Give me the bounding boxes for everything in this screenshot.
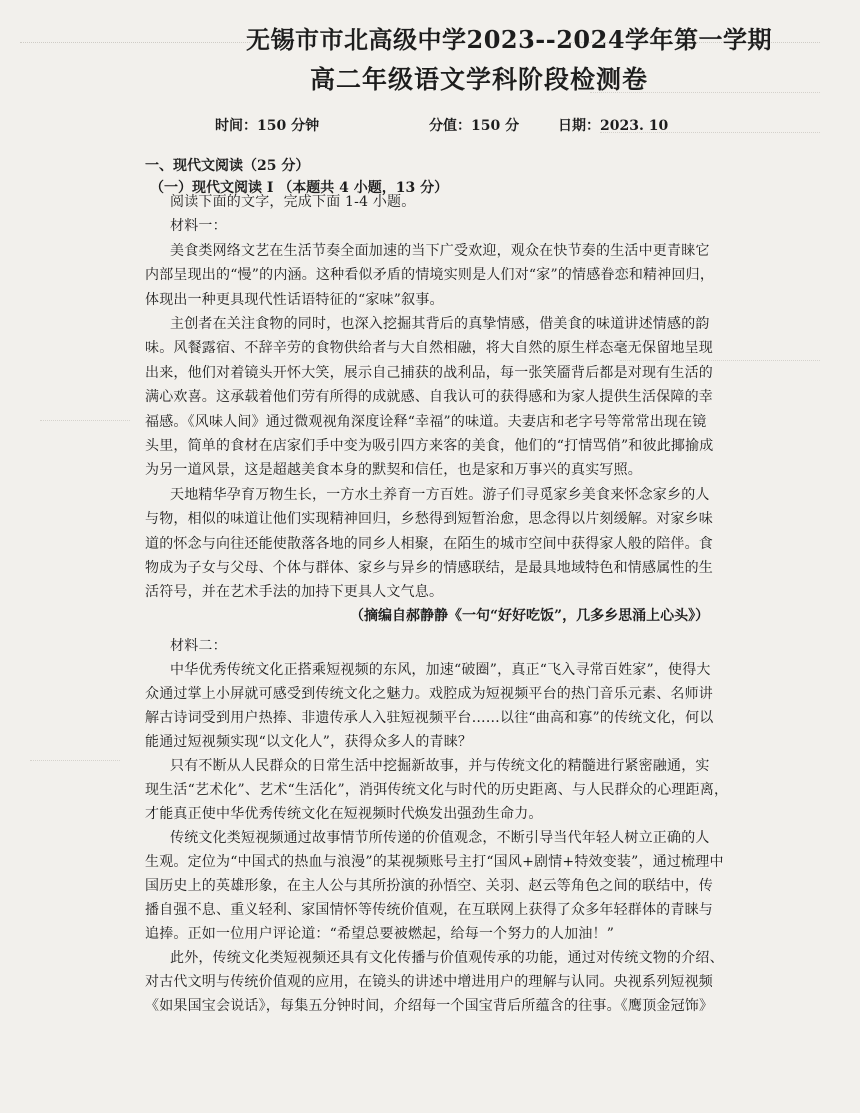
exam-time: 时间：150 分钟 (215, 118, 320, 134)
text-line: 播自强不息、重义轻利、家国情怀等传统价值观，在互联网上获得了众多年轻群体的青睐与 (145, 902, 713, 918)
text-line: 国历史上的英雄形象，在主人公与其所扮演的孙悟空、关羽、赵云等角色之间的联结中，传 (145, 878, 713, 894)
text-line: 美食类网络文艺在生活节奏全面加速的当下广受欢迎，观众在快节奏的生活中更青睐它 (170, 243, 710, 259)
material1-source: （摘编自郝静静《一句“好好吃饭”，几多乡思涌上心头》） (350, 608, 710, 624)
material2-label: 材料二： (170, 638, 227, 654)
text-line: 天地精华孕育万物生长，一方水土养育一方百姓。游子们寻觅家乡美食来怀念家乡的人 (170, 487, 710, 503)
text-line: 味。风餐露宿、不辞辛劳的食物供给者与大自然相融，将大自然的原生样态毫无保留地呈现 (145, 340, 713, 356)
text-line: 《如果国宝会说话》，每集五分钟时间，介绍每一个国宝背后所蕴含的往事。《鹰顶金冠饰》 (145, 998, 714, 1014)
text-line: 物成为子女与父母、个体与群体、家乡与异乡的情感联结，是最具地域特色和情感属性的生 (145, 560, 713, 576)
text-line: 为另一道风景，这是超越美食本身的默契和信任，也是家和万事兴的真实写照。 (145, 462, 642, 478)
text-line: 追捧。正如一位用户评论道：“希望总要被燃起，给每一个努力的人加油！” (145, 926, 615, 942)
text-line: 中华优秀传统文化正搭乘短视频的东风，加速“破圈”，真正“飞入寻常百姓家”，使得大 (170, 662, 711, 678)
text-line: 体现出一种更具现代性话语特征的“家味”叙事。 (145, 292, 444, 308)
text-line: 只有不断从人民群众的日常生活中挖掘新故事，并与传统文化的精髓进行紧密融通，实 (170, 758, 710, 774)
reading-instruction: 阅读下面的文字，完成下面 1-4 小题。 (170, 194, 416, 210)
text-line: 头里，简单的食材在店家们手中变为吸引四方来客的美食，他们的“打情骂俏”和彼此揶揄成 (145, 438, 714, 454)
text-line: 解古诗词受到用户热捧、非遗传承人入驻短视频平台……以往“曲高和寡”的传统文化，何以 (145, 710, 714, 726)
text-line: 此外，传统文化类短视频还具有文化传播与价值观传承的功能，通过对传统文物的介绍、 (170, 950, 724, 966)
text-line: 传统文化类短视频通过故事情节所传递的价值观念，不断引导当代年轻人树立正确的人 (170, 830, 710, 846)
text-line: 生观。定位为“中国式的热血与浪漫”的某视频账号主打“国风+剧情+特效变装”，通过梳理中 (145, 854, 724, 870)
section-heading: 一、现代文阅读（25 分） (145, 158, 310, 174)
text-line: 能通过短视频实现“以文化人”，获得众多人的青睐？ (145, 734, 473, 750)
text-line: 福感。《风味人间》通过微观视角深度诠释“幸福”的味道。夫妻店和老字号等常常出现在镜 (145, 414, 707, 430)
text-line: 内部呈现出的“慢”的内涵。这种看似矛盾的情境实则是人们对“家”的情感眷恋和精神回归， (145, 267, 715, 283)
material1-label: 材料一： (170, 218, 227, 234)
text-line: 主创者在关注食物的同时，也深入挖掘其背后的真挚情感，借美食的味道讲述情感的韵 (170, 316, 710, 332)
text-line: 出来，他们对着镜头开怀大笑，展示自己捕获的战利品，每一张笑靥背后都是对现有生活的 (145, 365, 713, 381)
exam-title-subject: 高二年级语文学科阶段检测卷 (310, 65, 649, 94)
text-line: 活符号，并在艺术手法的加持下更具人文气息。 (145, 584, 444, 600)
exam-date: 日期：2023. 10 (558, 118, 669, 134)
text-line: 对古代文明与传统价值观的应用，在镜头的讲述中增进用户的理解与认同。央视系列短视频 (145, 974, 713, 990)
text-line: 满心欢喜。这承载着他们劳有所得的成就感、自我认可的获得感和为家人提供生活保障的幸 (145, 389, 713, 405)
text-line: 现生活“艺术化”、艺术“生活化”，消弭传统文化与时代的历史距离、与人民群众的心理距离， (145, 782, 729, 798)
exam-score: 分值：150 分 (429, 118, 520, 134)
text-line: 众通过掌上小屏就可感受到传统文化之魅力。戏腔成为短视频平台的热门音乐元素、名师讲 (145, 686, 713, 702)
text-line: 道的怀念与向往还能使散落各地的同乡人相聚，在陌生的城市空间中获得家人般的陪伴。食 (145, 536, 713, 552)
section-subheading: （一）现代文阅读 I （本题共 4 小题，13 分） (150, 180, 449, 196)
exam-title-school: 无锡市市北高级中学2023--2024学年第一学期 (246, 25, 773, 54)
text-line: 与物，相似的味道让他们实现精神回归，乡愁得到短暂治愈，思念得以片刻缓解。对家乡味 (145, 511, 713, 527)
text-line: 才能真正使中华优秀传统文化在短视频时代焕发出强劲生命力。 (145, 806, 543, 822)
